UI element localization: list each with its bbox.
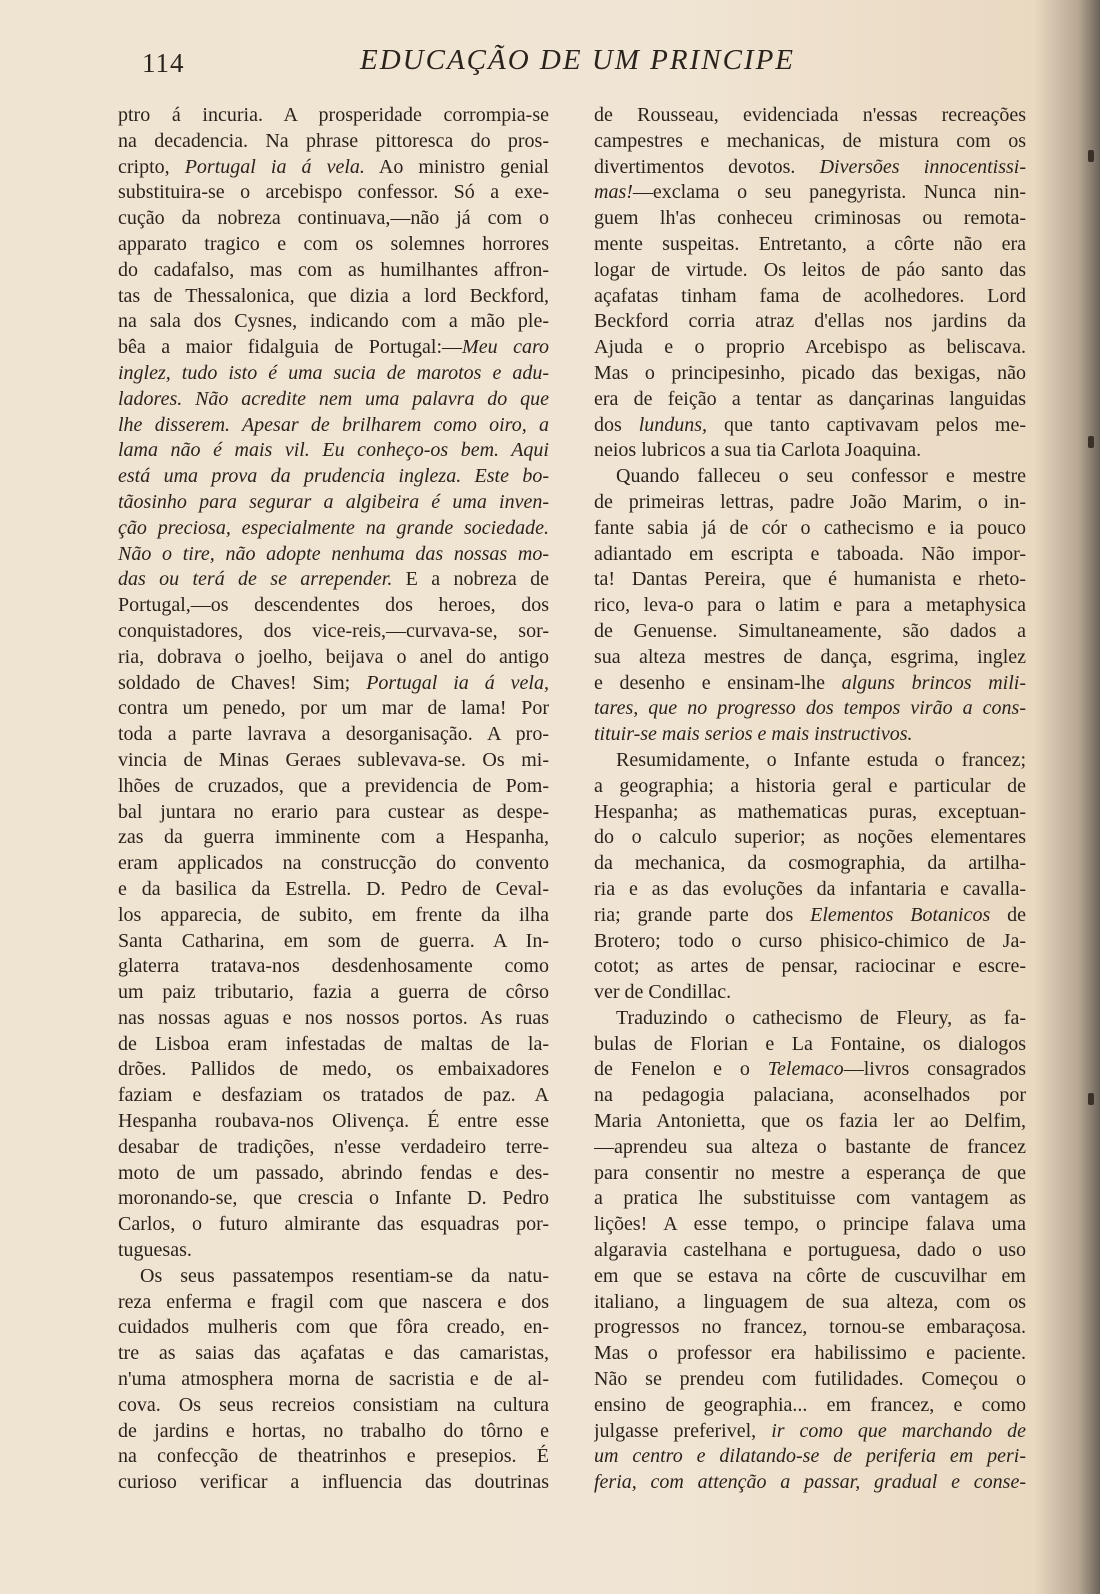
text-line: tas de Thessalonica, que dizia a lord Beckford, [118,284,549,307]
text-line: lhões de cruzados, que a previdencia de Pom- [118,774,549,797]
text-line: ladores. Não acredite nem uma palavra do que [118,387,549,410]
text-line: para consentir no mestre a esperança de que [594,1161,1026,1184]
text-line: mas!—exclama o seu panegyrista. Nunca nin- [594,181,1026,204]
text-line: ver de Condillac. [594,981,732,1004]
text-line: e da basilica da Estrella. D. Pedro de Ceval- [118,877,549,900]
text-line: italiano, a linguagem de sua alteza, com os [594,1290,1026,1313]
text-line: do cadafalso, mas com as humilhantes affron- [118,258,549,281]
edge-mark [1088,1093,1094,1105]
text-line: sua alteza mestres de dança, esgrima, inglez [594,645,1026,668]
text-line: neios lubricos a sua tia Carlota Joaquina. [594,439,922,462]
text-line: ria, dobrava o joelho, beijava o anel do antigo [118,645,549,668]
text-line: de Fenelon e o Telemaco—livros consagrados [594,1058,1026,1081]
page-header [0,44,1100,84]
text-line: feria, com attenção a passar, gradual e conse- [594,1471,1026,1494]
text-line: Mas o principesinho, picado das bexigas, não [594,361,1026,384]
text-line: de Lisboa eram infestadas de maltas de la- [118,1032,549,1055]
text-line: ptro á incuria. A prosperidade corrompia-se [118,104,549,126]
text-line: a pratica lhe substituisse com vantagem as [594,1187,1026,1210]
text-line: campestres e mechanicas, de mistura com os [594,129,1026,152]
text-line: de Genuense. Simultaneamente, são dados a [594,619,1026,642]
text-line: Mas o professor era habilissimo e paciente. [594,1342,1026,1365]
text-line: Os seus passatempos resentiam-se da natu- [140,1264,549,1287]
text-line: logar de virtude. Os leitos de páo santo das [594,258,1026,281]
text-line: de primeiras lettras, padre João Marim, o in- [594,490,1026,513]
text-line: tares, que no progresso dos tempos virão a cons- [594,697,1026,720]
text-line: rico, leva-o para o latim e para a metaphysica [594,594,1026,617]
text-line: tituir-se mais serios e mais instructivos. [594,723,913,746]
text-line: desabar de tradições, n'esse verdadeiro terre- [118,1135,549,1158]
text-line: algaravia castelhana e portuguesa, dado o uso [594,1239,1026,1262]
text-line: divertimentos devotos. Diversões innocentissi- [594,155,1026,178]
text-line: tuguesas. [118,1239,192,1262]
text-line: zas da guerra imminente com a Hespanha, [118,826,549,849]
text-line: drões. Pallidos de medo, os embaixadores [118,1058,549,1081]
text-line: nas nossas aguas e nos nossos portos. As ruas [118,1006,549,1029]
text-line: bêa a maior fidalguia de Portugal:—Meu caro [118,336,549,359]
text-line: substituira-se o arcebispo confessor. Só a exe- [118,181,549,204]
text-line: Hespanha; as mathematicas puras, exceptuan- [594,800,1026,823]
text-line: tãosinho para segurar a algibeira é uma inven- [118,490,549,513]
text-line: cripto, Portugal ia á vela. Ao ministro genial [118,155,549,178]
text-line: ria e as das evoluções da infantaria e cavalla- [594,877,1026,900]
right-text-column [594,103,1026,1496]
text-line: apparato tragico e com os solemnes horrores [118,232,549,255]
text-line: um centro e dilatando-se de periferia em peri- [594,1445,1026,1468]
text-line: soldado de Chaves! Sim; Portugal ia á vela, [118,671,549,694]
edge-mark [1088,436,1094,448]
text-line: na confecção de theatrinhos e presepios. É [118,1445,549,1468]
text-line: do o calculo superior; as noções elementares [594,826,1026,849]
text-line: contra um penedo, por um mar de lama! Por [118,697,549,720]
text-line: tre as saias das açafatas e das camaristas, [118,1342,549,1365]
text-line: bulas de Florian e La Fontaine, os dialogos [594,1032,1026,1055]
text-line: de Rousseau, evidenciada n'essas recreações [594,104,1026,126]
text-line: moto de um passado, abrindo fendas e des- [118,1161,549,1184]
text-line: Maria Antonietta, que os fazia ler ao Delfim, [594,1110,1026,1133]
text-line: açafatas tinham fama de acolhedores. Lord [594,284,1026,307]
text-line: Ajuda e o proprio Arcebispo as beliscava. [594,336,1026,359]
text-line: da mechanica, da cosmographia, da artilha- [594,852,1026,875]
text-line: Quando falleceu o seu confessor e mestre [616,465,1026,488]
text-line: Portugal,—os descendentes dos heroes, dos [118,594,549,617]
text-line: glaterra tratava-nos desdenhosamente como [118,955,549,978]
text-line: bal juntara no erario para custear as despe- [118,800,549,823]
text-line: conquistadores, dos vice-reis,—curvava-se, sor- [118,619,549,642]
text-line: das ou terá de se arrepender. E a nobreza de [118,568,549,591]
text-line: na pedagogia palaciana, aconselhados por [594,1084,1026,1107]
text-line: los apparecia, de subito, em frente da ilha [118,903,549,926]
text-line: progressos no francez, tornou-se embaraçosa. [594,1316,1026,1339]
text-line: curioso verificar a influencia das doutrinas [118,1471,549,1494]
page-number: 114 [142,48,185,78]
text-line: Brotero; todo o curso phisico-chimico de Ja- [594,929,1026,952]
text-line: toda a parte lavrava a desorganisação. A pro- [118,723,549,746]
text-line: em que se estava na côrte de cuscuvilhar em [594,1264,1026,1287]
text-line: adiantado em escripta e taboada. Não impor- [594,542,1026,565]
text-line: ta! Dantas Pereira, que é humanista e rheto- [594,568,1026,591]
text-line: guem lh'as conheceu criminosas ou remota- [594,207,1026,230]
running-title: EDUCAÇÃO DE UM PRINCIPE [360,44,796,76]
text-line: e desenho e ensinam-lhe alguns brincos mili- [594,671,1026,694]
text-line: um paiz tributario, fazia a guerra de côrso [118,981,549,1004]
text-line: moronando-se, que crescia o Infante D. Pedro [118,1187,549,1210]
page-edge [1086,0,1100,1594]
text-line: cova. Os seus recreios consistiam na cultura [118,1393,549,1416]
text-line: Não se prendeu com futilidades. Começou o [594,1368,1026,1391]
text-line: na decadencia. Na phrase pittoresca do pros- [118,129,549,152]
text-line: Hespanha roubava-nos Olivença. É entre esse [118,1110,549,1133]
text-line: faziam e desfaziam os tratados de paz. A [118,1084,549,1107]
text-line: —aprendeu sua alteza o bastante de francez [594,1135,1026,1158]
text-line: cotot; as artes de pensar, raciocinar e escre- [594,955,1026,978]
text-line: lições! A esse tempo, o principe falava uma [594,1213,1026,1236]
text-line: está uma prova da prudencia ingleza. Este bo- [118,465,549,488]
text-line: julgasse preferivel, ir como que marchando de [594,1419,1026,1442]
text-line: fante sabia já de cór o cathecismo e ia pouco [594,516,1026,539]
text-line: de jardins e hortas, no trabalho do tôrno e [118,1419,549,1442]
text-line: vincia de Minas Geraes sublevava-se. Os mi- [118,748,549,771]
text-line: Não o tire, não adopte nenhuma das nossas mo- [118,542,549,565]
text-line: Traduzindo o cathecismo de Fleury, as fa- [616,1006,1026,1029]
text-line: reza enferma e fragil com que nascera e dos [118,1290,549,1313]
text-line: Carlos, o futuro almirante das esquadras por- [118,1213,549,1236]
text-line: ção preciosa, especialmente na grande sociedade. [118,516,549,539]
text-line: Resumidamente, o Infante estuda o francez; [616,748,1026,771]
text-line: Santa Catharina, em som de guerra. A In- [118,929,549,952]
text-line: eram applicados na construcção do convento [118,852,549,875]
left-text-column [118,103,549,1496]
text-line: mente suspeitas. Entretanto, a côrte não era [594,232,1026,255]
text-line: ria; grande parte dos Elementos Botanicos de [594,903,1026,926]
text-line: cução da nobreza continuava,—não já com o [118,207,549,230]
text-line: lama não é mais vil. Eu conheço-os bem. Aqui [118,439,549,462]
text-line: ensino de geographia... em francez, e como [594,1393,1026,1416]
text-line: cuidados mulheris com que fôra creado, en- [118,1316,549,1339]
text-line: Beckford corria atraz d'ellas nos jardins da [594,310,1026,333]
text-line: era de feição a tentar as dançarinas languidas [594,387,1026,410]
text-line: n'uma atmosphera morna de sacristia e de al- [118,1368,549,1391]
edge-mark [1088,150,1094,162]
text-line: a geographia; a historia geral e particular de [594,774,1026,797]
text-line: lhe disserem. Apesar de brilharem como oiro, a [118,413,549,436]
text-line: na sala dos Cysnes, indicando com a mão ple- [118,310,549,333]
text-line: inglez, tudo isto é uma sucia de marotos e adu- [118,361,549,384]
text-line: dos lunduns, que tanto captivavam pelos me- [594,413,1026,436]
